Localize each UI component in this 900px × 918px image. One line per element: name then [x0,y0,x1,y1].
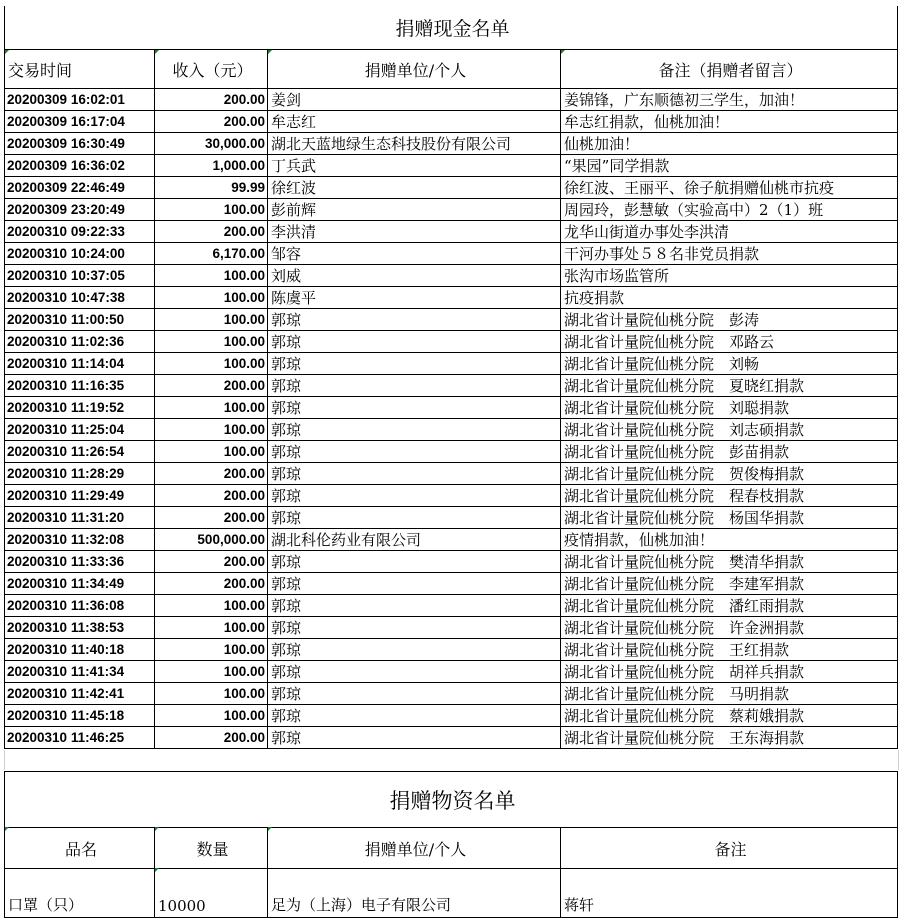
cell-donor[interactable]: 郭琼 [268,507,561,529]
cell-amount[interactable]: 30,000.00 [155,133,268,155]
cell-time[interactable]: 20200310 11:34:49 [5,573,155,595]
cell-donor[interactable]: 郭琼 [268,661,561,683]
cell-time[interactable]: 20200309 16:36:02 [5,155,155,177]
cell-note[interactable]: 湖北省计量院仙桃分院 程春枝捐款 [561,485,898,507]
cell-amount[interactable]: 100.00 [155,617,268,639]
cell-note[interactable]: 湖北省计量院仙桃分院 王东海捐款 [561,727,898,749]
cell-donor[interactable]: 郭琼 [268,375,561,397]
cell-amount[interactable]: 100.00 [155,287,268,309]
table-row [5,89,898,111]
cell-note[interactable]: 湖北省计量院仙桃分院 夏晓红捐款 [561,375,898,397]
table-row [5,551,898,573]
cell-note[interactable]: 仙桃加油！ [561,133,898,155]
cell-note[interactable]: 湖北省计量院仙桃分院 邓路云 [561,331,898,353]
cell-amount[interactable]: 100.00 [155,265,268,287]
table-row [5,331,898,353]
cell-marker-icon [268,827,272,831]
cell-note[interactable]: 周园玲，彭慧敏（实验高中）2（1）班 [561,199,898,221]
cell-note[interactable]: 干河办事处５８名非党员捐款 [561,243,898,265]
cell-amount[interactable]: 100.00 [155,397,268,419]
cell-amount[interactable]: 200.00 [155,89,268,111]
cell-amount[interactable]: 200.00 [155,375,268,397]
cell-quantity[interactable]: 10000 [155,869,268,918]
cell-time[interactable]: 20200310 11:29:49 [5,485,155,507]
table-row [5,287,898,309]
cell-amount[interactable]: 100.00 [155,639,268,661]
table-row [5,353,898,375]
cell-time[interactable]: 20200310 11:32:08 [5,529,155,551]
header-donor[interactable]: 捐赠单位/个人 [268,50,561,89]
cell-donor[interactable]: 郭琼 [268,705,561,727]
cell-note[interactable]: 湖北省计量院仙桃分院 许金洲捐款 [561,617,898,639]
header-amount[interactable]: 收入（元） [155,50,268,89]
cell-donor[interactable]: 丁兵武 [268,155,561,177]
cell-donor[interactable]: 李洪清 [268,221,561,243]
cell-marker-icon [155,827,159,831]
cell-note[interactable]: 疫情捐款，仙桃加油！ [561,529,898,551]
cell-donor[interactable]: 郭琼 [268,595,561,617]
cell-note[interactable]: 湖北省计量院仙桃分院 贺俊梅捐款 [561,463,898,485]
cell-donor[interactable]: 郭琼 [268,639,561,661]
header-item[interactable]: 品名 [5,828,155,869]
cell-time[interactable]: 20200310 11:33:36 [5,551,155,573]
cell-time[interactable]: 20200310 09:22:33 [5,221,155,243]
cell-note[interactable]: 湖北省计量院仙桃分院 刘志硕捐款 [561,419,898,441]
cell-time[interactable]: 20200310 11:02:36 [5,331,155,353]
cell-note[interactable]: 姜锦锋，广东顺德初三学生，加油！ [561,89,898,111]
cell-note[interactable]: 湖北省计量院仙桃分院 樊清华捐款 [561,551,898,573]
cell-donor[interactable]: 徐红波 [268,177,561,199]
header-goods-donor[interactable]: 捐赠单位/个人 [268,828,561,869]
cell-donor[interactable]: 郭琼 [268,551,561,573]
table-row [5,595,898,617]
cell-time[interactable]: 20200310 11:42:41 [5,683,155,705]
cell-time[interactable]: 20200310 11:45:18 [5,705,155,727]
blank-row-gap [4,750,899,770]
table-row [5,221,898,243]
table-row [5,397,898,419]
cell-note[interactable]: 湖北省计量院仙桃分院 李建军捐款 [561,573,898,595]
cell-note[interactable]: 湖北省计量院仙桃分院 刘聪捐款 [561,397,898,419]
cell-time[interactable]: 20200310 11:14:04 [5,353,155,375]
cell-time[interactable]: 20200310 11:28:29 [5,463,155,485]
cell-donor[interactable]: 湖北天蓝地绿生态科技股份有限公司 [268,133,561,155]
cell-donor[interactable]: 郭琼 [268,353,561,375]
table-row [5,441,898,463]
cell-marker-icon [561,50,565,54]
cell-time[interactable]: 20200310 11:41:34 [5,661,155,683]
table-row [5,661,898,683]
cell-amount[interactable]: 100.00 [155,683,268,705]
cell-time[interactable]: 20200310 11:25:04 [5,419,155,441]
cell-amount[interactable]: 200.00 [155,727,268,749]
cell-donor[interactable]: 郭琼 [268,419,561,441]
cell-time[interactable]: 20200310 11:36:08 [5,595,155,617]
goods-donation-table [4,771,898,918]
cell-time[interactable]: 20200309 22:46:49 [5,177,155,199]
cell-donor[interactable]: 郭琼 [268,485,561,507]
table-row [5,111,898,133]
table-row [5,683,898,705]
cell-note[interactable]: 龙华山街道办事处李洪清 [561,221,898,243]
cell-time[interactable]: 20200310 10:24:00 [5,243,155,265]
cash-header-row [5,50,898,89]
table-row [5,573,898,595]
cell-note[interactable]: “果园”同学捐款 [561,155,898,177]
cell-donor[interactable]: 彭前辉 [268,199,561,221]
cell-time[interactable]: 20200309 16:30:49 [5,133,155,155]
table-row [5,243,898,265]
cell-donor[interactable]: 陈虞平 [268,287,561,309]
cell-amount[interactable]: 99.99 [155,177,268,199]
cell-note[interactable]: 湖北省计量院仙桃分院 杨国华捐款 [561,507,898,529]
cell-goods-note[interactable]: 蒋轩 [561,869,898,918]
cell-time[interactable]: 20200310 10:47:38 [5,287,155,309]
cell-note[interactable]: 湖北省计量院仙桃分院 潘红雨捐款 [561,595,898,617]
cell-amount[interactable]: 200.00 [155,463,268,485]
table-row [5,199,898,221]
cell-marker-icon [155,50,159,54]
table-row [5,727,898,749]
header-quantity[interactable]: 数量 [155,828,268,869]
cell-amount[interactable]: 200.00 [155,507,268,529]
cell-time[interactable]: 20200310 11:00:50 [5,309,155,331]
cell-time[interactable]: 20200310 11:46:25 [5,727,155,749]
cell-note[interactable]: 张沟市场监管所 [561,265,898,287]
cell-time[interactable]: 20200309 16:02:01 [5,89,155,111]
cell-note[interactable]: 徐红波、王丽平、徐子航捐赠仙桃市抗疫 [561,177,898,199]
cell-note[interactable]: 湖北省计量院仙桃分院 胡祥兵捐款 [561,661,898,683]
cell-time[interactable]: 20200310 11:40:18 [5,639,155,661]
cell-marker-icon [5,827,9,831]
table-row [5,133,898,155]
cell-donor[interactable]: 郭琼 [268,397,561,419]
cash-donation-table [4,6,898,749]
cell-amount[interactable]: 100.00 [155,353,268,375]
cell-donor[interactable]: 姜剑 [268,89,561,111]
cell-donor[interactable]: 郭琼 [268,617,561,639]
cell-amount[interactable]: 100.00 [155,595,268,617]
table-row [5,309,898,331]
goods-header-row [5,828,898,869]
cell-time[interactable]: 20200309 23:20:49 [5,199,155,221]
cell-donor[interactable]: 牟志红 [268,111,561,133]
header-note[interactable]: 备注（捐赠者留言） [561,50,898,89]
cell-time[interactable]: 20200310 11:19:52 [5,397,155,419]
cell-amount[interactable]: 100.00 [155,419,268,441]
cell-donor[interactable]: 郭琼 [268,463,561,485]
cell-donor[interactable]: 郭琼 [268,441,561,463]
table-row [5,617,898,639]
cell-amount[interactable]: 200.00 [155,221,268,243]
cell-donor[interactable]: 刘威 [268,265,561,287]
cell-time[interactable]: 20200310 11:26:54 [5,441,155,463]
cell-donor[interactable]: 郭琼 [268,683,561,705]
cell-marker-icon [155,868,159,872]
cell-time[interactable]: 20200310 10:37:05 [5,265,155,287]
cell-amount[interactable]: 100.00 [155,309,268,331]
cell-donor[interactable]: 郭琼 [268,573,561,595]
cell-donor[interactable]: 郭琼 [268,727,561,749]
cell-time[interactable]: 20200310 11:38:53 [5,617,155,639]
table-row [5,869,898,918]
cell-item[interactable]: 口罩（只） [5,869,155,918]
table-row [5,705,898,727]
table-row [5,529,898,551]
cell-time[interactable]: 20200309 16:17:04 [5,111,155,133]
cell-donor[interactable]: 邹容 [268,243,561,265]
cell-amount[interactable]: 6,170.00 [155,243,268,265]
cell-donor[interactable]: 郭琼 [268,331,561,353]
cell-amount[interactable]: 500,000.00 [155,529,268,551]
cell-note[interactable]: 湖北省计量院仙桃分院 马明捐款 [561,683,898,705]
table-row [5,639,898,661]
table-row [5,155,898,177]
cell-amount[interactable]: 200.00 [155,485,268,507]
table-row [5,419,898,441]
cell-donor[interactable]: 郭琼 [268,309,561,331]
cell-note[interactable]: 湖北省计量院仙桃分院 刘畅 [561,353,898,375]
cell-amount[interactable]: 200.00 [155,551,268,573]
cell-goods-donor[interactable]: 足为（上海）电子有限公司 [268,869,561,918]
cell-donor[interactable]: 湖北科伦药业有限公司 [268,529,561,551]
cell-time[interactable]: 20200310 11:16:35 [5,375,155,397]
table-row [5,507,898,529]
cell-marker-icon [5,50,9,54]
table-row [5,463,898,485]
cell-marker-icon [268,50,272,54]
cell-amount[interactable]: 100.00 [155,705,268,727]
cell-note[interactable]: 湖北省计量院仙桃分院 蔡莉娥捐款 [561,705,898,727]
goods-table-title[interactable]: 捐赠物资名单 [5,772,898,828]
cell-amount[interactable]: 100.00 [155,331,268,353]
cell-amount[interactable]: 200.00 [155,573,268,595]
cash-table-title[interactable]: 捐赠现金名单 [5,6,898,50]
cell-note[interactable]: 湖北省计量院仙桃分院 王红捐款 [561,639,898,661]
cell-amount[interactable]: 100.00 [155,441,268,463]
header-time[interactable]: 交易时间 [5,50,155,89]
table-row [5,375,898,397]
cell-amount[interactable]: 100.00 [155,199,268,221]
cell-amount[interactable]: 200.00 [155,111,268,133]
cell-amount[interactable]: 100.00 [155,661,268,683]
header-goods-note[interactable]: 备注 [561,828,898,869]
cell-note[interactable]: 湖北省计量院仙桃分院 彭涛 [561,309,898,331]
cell-time[interactable]: 20200310 11:31:20 [5,507,155,529]
cell-amount[interactable]: 1,000.00 [155,155,268,177]
table-row [5,177,898,199]
cell-note[interactable]: 牟志红捐款，仙桃加油！ [561,111,898,133]
table-row [5,265,898,287]
cell-note[interactable]: 湖北省计量院仙桃分院 彭苗捐款 [561,441,898,463]
table-row [5,485,898,507]
cell-note[interactable]: 抗疫捐款 [561,287,898,309]
